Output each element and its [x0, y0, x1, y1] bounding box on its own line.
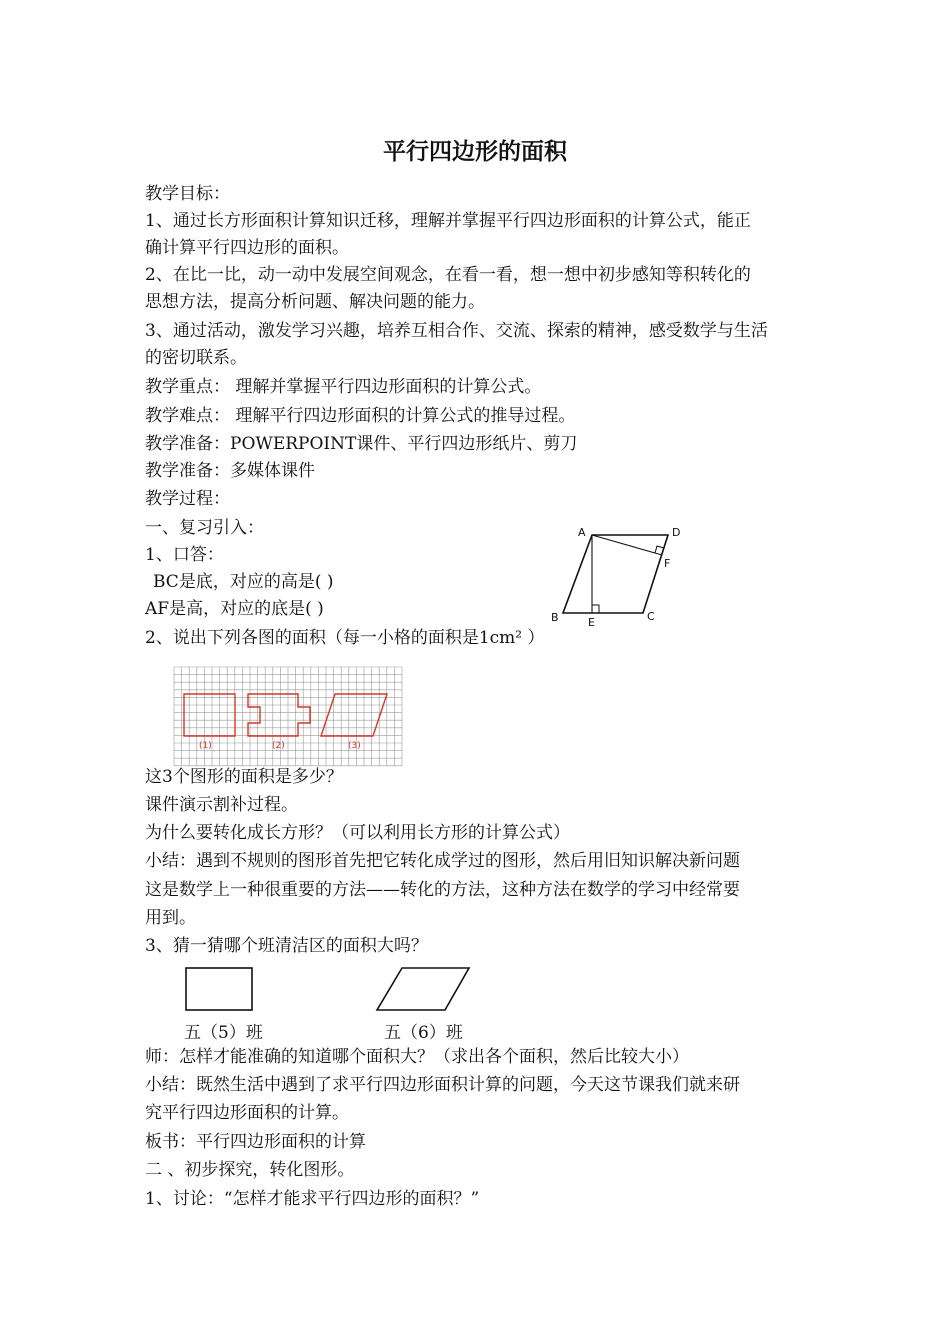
grid-shapes-figure: [172, 665, 404, 767]
three-shapes-question: 这3个图形的面积是多少？: [145, 767, 343, 787]
parallelogram-outline: [563, 535, 671, 613]
guess-question: 3、猜一猜哪个班清洁区的面积大吗？: [145, 936, 428, 956]
grid-shape-3-parallelogram: [321, 694, 387, 736]
goal-2-line-1: 2、在比一比，动一动中发展空间观念，在看一看，想一想中初步感知等积转化的: [145, 265, 751, 285]
vertex-label-b: B: [551, 611, 559, 624]
vertex-label-a: A: [578, 526, 586, 539]
goal-2-line-2: 思想方法，提高分析问题、解决问题的能力。: [145, 292, 485, 312]
goal-1-line-2: 确计算平行四边形的面积。: [145, 238, 349, 258]
grid-shape-3-label: (3): [348, 741, 361, 751]
class-5-label: 五（5）班: [184, 1023, 263, 1043]
page-title: 平行四边形的面积: [383, 139, 567, 165]
summary-2-line-1: 小结：既然生活中遇到了求平行四边形面积计算的问题，今天这节课我们就来研: [145, 1075, 740, 1095]
vertex-label-c: C: [647, 610, 655, 623]
height-af: [592, 535, 662, 555]
summary-1-line-1: 小结：遇到不规则的图形首先把它转化成学过的图形，然后用旧知识解决新问题: [145, 851, 740, 871]
vertex-label-f: F: [664, 557, 671, 570]
question-af-base: AF是高，对应的底是( ): [145, 599, 324, 619]
grid-shape-1-label: (1): [199, 741, 212, 751]
vertex-label-d: D: [672, 526, 681, 539]
discussion-question: 1、讨论：“怎样才能求平行四边形的面积？”: [145, 1189, 480, 1209]
goal-3-line-2: 的密切联系。: [145, 348, 247, 368]
teacher-question: 师：怎样才能准确的知道哪个面积大？（求出各个面积，然后比较大小）: [145, 1047, 689, 1067]
section-2-heading: 二 、初步探究，转化图形。: [145, 1160, 355, 1180]
preparation-1: 教学准备：POWERPOINT课件、平行四边形纸片、剪刀: [145, 434, 578, 454]
goal-3-line-1: 3、通过活动，激发学习兴趣，培养互相合作、交流、探索的精神，感受数学与生活: [145, 321, 768, 341]
question-grid-area: 2、说出下列各图的面积（每一小格的面积是1cm² ）: [145, 628, 545, 648]
key-point: 教学重点： 理解并掌握平行四边形面积的计算公式。: [145, 377, 542, 397]
vertex-label-e: E: [588, 616, 595, 629]
summary-1-line-2: 这是数学上一种很重要的方法——转化的方法，这种方法在数学的学习中经常要: [145, 880, 740, 900]
goal-1-line-1: 1、通过长方形面积计算知识迁移，理解并掌握平行四边形面积的计算公式，能正: [145, 211, 751, 231]
question-bc-height: BC是底，对应的高是( ): [153, 572, 334, 592]
grid-shape-2-irregular: [248, 694, 310, 736]
demo-text: 课件演示割补过程。: [145, 795, 298, 815]
process-heading: 教学过程：: [145, 489, 230, 509]
summary-2-line-2: 究平行四边形面积的计算。: [145, 1103, 349, 1123]
parallelogram-abcd-figure: [545, 520, 695, 630]
preparation-2: 教学准备：多媒体课件: [145, 461, 315, 481]
goal-heading: 教学目标：: [145, 184, 230, 204]
section-1-heading: 一、复习引入：: [145, 518, 264, 538]
board-writing: 板书：平行四边形面积的计算: [145, 1132, 366, 1152]
class-6-parallelogram: [374, 966, 474, 1014]
grid-shape-2-label: (2): [272, 741, 285, 751]
class-5-rectangle: [184, 966, 256, 1014]
class-6-label: 五（6）班: [384, 1023, 463, 1043]
summary-1-line-3: 用到。: [145, 908, 196, 928]
difficulty: 教学难点： 理解平行四边形面积的计算公式的推导过程。: [145, 406, 576, 426]
right-angle-e: [592, 605, 599, 613]
why-text: 为什么要转化成长方形？（可以利用长方形的计算公式）: [145, 823, 570, 843]
oral-question-heading: 1、口答：: [145, 545, 224, 565]
